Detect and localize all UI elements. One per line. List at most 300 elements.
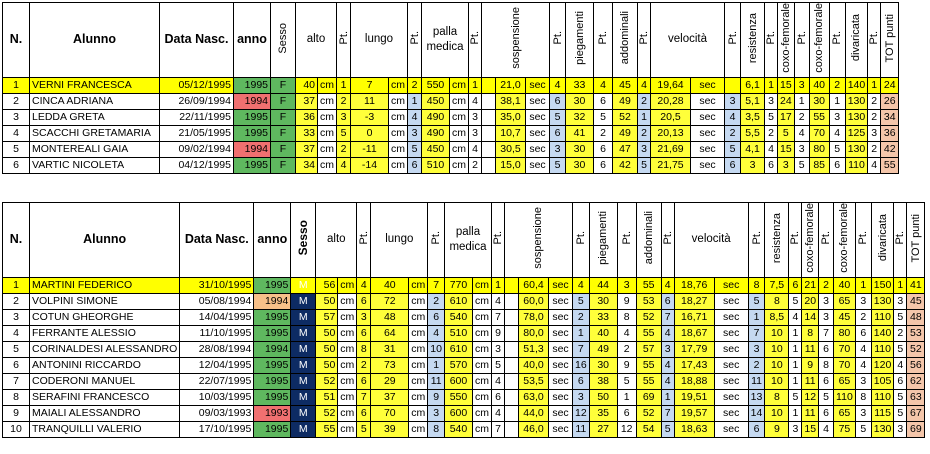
res-points: 3 xyxy=(789,421,802,437)
pieg-points: 4 xyxy=(594,77,613,93)
alto-points: 8 xyxy=(357,341,371,357)
div-value: 120 xyxy=(871,357,894,373)
div-points: 5 xyxy=(894,405,907,421)
lungo-value: 11 xyxy=(351,93,389,109)
pieg-points: 12 xyxy=(617,421,636,437)
total-points: 41 xyxy=(907,277,925,293)
lungo-value: -14 xyxy=(351,157,389,173)
vel-unit: sec xyxy=(691,125,725,141)
alto-value: 55 xyxy=(316,421,338,437)
birth-year: 1994 xyxy=(254,293,291,309)
sex: M xyxy=(291,357,316,373)
table-row xyxy=(3,125,899,141)
div-points: 2 xyxy=(894,325,907,341)
coxo1-value: 24 xyxy=(778,93,795,109)
res-points: 1 xyxy=(789,325,802,341)
palla-unit: cm xyxy=(472,309,491,325)
header-divaricata xyxy=(871,203,894,278)
lungo-unit: cm xyxy=(409,309,428,325)
coxo1-points: 5 xyxy=(819,389,834,405)
res-points: 2 xyxy=(765,125,778,141)
header-palla-pt-text: Pt. xyxy=(469,31,481,45)
vel-unit: sec xyxy=(714,341,748,357)
res-points: 5 xyxy=(789,293,802,309)
alto-value: 50 xyxy=(316,293,338,309)
palla-unit: cm xyxy=(450,77,469,93)
header-coxo2-text: coxo-femorale xyxy=(813,3,826,73)
row-number: 6 xyxy=(3,357,30,373)
pieg-value: 38 xyxy=(589,373,617,389)
coxo2-points: 4 xyxy=(829,125,845,141)
sosp-gap xyxy=(504,421,518,437)
row-number: 5 xyxy=(3,341,30,357)
add-value: 49 xyxy=(613,93,638,109)
pieg-points: 5 xyxy=(617,373,636,389)
vel-value: 21,75 xyxy=(651,157,691,173)
table-row xyxy=(3,277,925,293)
add-points: 5 xyxy=(661,421,674,437)
birth-year: 1995 xyxy=(254,421,291,437)
header-addominali xyxy=(636,203,661,278)
row-number: 10 xyxy=(3,421,30,437)
pieg-points: 3 xyxy=(617,277,636,293)
sosp-unit: sec xyxy=(526,157,550,173)
header-vel-pt-text: Pt. xyxy=(726,31,739,45)
div-value: 130 xyxy=(845,109,868,125)
header-coxo2-pt-text: Pt. xyxy=(831,31,844,45)
res-points: 5 xyxy=(789,389,802,405)
table-row xyxy=(3,357,925,373)
sosp-value: 15,0 xyxy=(496,157,526,173)
lungo-points: 2 xyxy=(408,77,422,93)
header-velocita: velocità xyxy=(674,203,748,278)
table-row xyxy=(3,405,925,421)
birth-year: 1995 xyxy=(254,325,291,341)
header-lungo: lungo xyxy=(351,3,408,78)
header-alunno: Alunno xyxy=(30,3,160,78)
add-points: 3 xyxy=(661,341,674,357)
palla-value: 610 xyxy=(444,341,472,357)
sex: F xyxy=(271,93,296,109)
palla-value: 600 xyxy=(444,405,472,421)
sosp-value: 60,0 xyxy=(518,293,548,309)
lungo-value: 48 xyxy=(371,309,409,325)
res-value: 8 xyxy=(765,389,789,405)
alto-value: 36 xyxy=(296,109,318,125)
header-palla-line1: palla xyxy=(455,225,481,238)
birth-year: 1995 xyxy=(254,277,291,293)
birth-date: 05/12/1995 xyxy=(160,77,234,93)
header-alunno: Alunno xyxy=(30,203,180,278)
sosp-points: 3 xyxy=(550,141,566,157)
sosp-value: 60,4 xyxy=(518,277,548,293)
coxo2-value: 40 xyxy=(834,277,856,293)
palla-value: 490 xyxy=(422,125,450,141)
birth-year: 1995 xyxy=(254,357,291,373)
alto-points: 3 xyxy=(357,309,371,325)
coxo1-value: 17 xyxy=(778,109,795,125)
total-points: 69 xyxy=(907,421,925,437)
add-value: 55 xyxy=(636,325,661,341)
table-row xyxy=(3,93,899,109)
palla-unit: cm xyxy=(472,373,491,389)
header-coxo2-text: coxo-femorale xyxy=(838,203,851,273)
lungo-value: 37 xyxy=(371,389,409,405)
alto-unit: cm xyxy=(318,141,337,157)
coxo1-points: 1 xyxy=(794,93,809,109)
sosp-gap xyxy=(504,373,518,389)
add-points: 2 xyxy=(638,125,651,141)
pieg-points: 4 xyxy=(617,325,636,341)
lungo-points: 2 xyxy=(428,293,445,309)
res-value: 4,1 xyxy=(741,141,765,157)
coxo2-points: 3 xyxy=(829,109,845,125)
add-points: 3 xyxy=(638,141,651,157)
coxo2-value: 70 xyxy=(809,125,829,141)
student-name: LEDDA GRETA xyxy=(30,109,160,125)
add-points: 4 xyxy=(661,325,674,341)
lungo-unit: cm xyxy=(409,277,428,293)
sosp-unit: sec xyxy=(526,93,550,109)
header-divaricata-text: divaricata xyxy=(850,14,863,62)
vel-points xyxy=(725,77,741,93)
alto-points: 6 xyxy=(357,373,371,389)
res-points: 1 xyxy=(789,405,802,421)
header-lungo-pt-text: Pt. xyxy=(430,231,443,245)
palla-unit: cm xyxy=(450,157,469,173)
add-points: 2 xyxy=(638,93,651,109)
coxo2-points: 1 xyxy=(829,93,845,109)
sosp-points: 5 xyxy=(572,293,589,309)
sosp-points: 11 xyxy=(572,421,589,437)
alto-unit: cm xyxy=(338,341,357,357)
student-name: VARTIC NICOLETA xyxy=(30,157,160,173)
coxo2-points: 8 xyxy=(855,389,871,405)
sosp-unit: sec xyxy=(548,389,572,405)
header-resistenza-text: resistenza xyxy=(746,12,759,63)
alto-value: 51 xyxy=(316,389,338,405)
lungo-unit: cm xyxy=(409,373,428,389)
header-coxo1-pt xyxy=(794,3,809,78)
coxo2-points: 6 xyxy=(855,325,871,341)
birth-date: 14/04/1995 xyxy=(180,309,254,325)
header-coxo2 xyxy=(834,203,856,278)
header-palla-medica xyxy=(422,3,469,78)
res-value: 8 xyxy=(765,293,789,309)
header-sosp-pt-text: Pt. xyxy=(574,231,587,245)
sosp-value: 38,1 xyxy=(496,93,526,109)
palla-unit: cm xyxy=(472,389,491,405)
header-palla-line1: palla xyxy=(432,25,458,38)
alto-unit: cm xyxy=(338,405,357,421)
alto-value: 34 xyxy=(296,157,318,173)
pieg-value: 50 xyxy=(589,389,617,405)
header-vel-pt xyxy=(725,3,741,78)
res-value: 5,1 xyxy=(741,93,765,109)
row-number: 4 xyxy=(3,325,30,341)
total-points: 48 xyxy=(907,309,925,325)
div-points: 5 xyxy=(894,389,907,405)
add-value: 55 xyxy=(636,277,661,293)
div-points: 6 xyxy=(894,373,907,389)
add-points: 6 xyxy=(661,293,674,309)
sex: F xyxy=(271,77,296,93)
coxo2-points: 1 xyxy=(855,277,871,293)
row-number: 4 xyxy=(3,125,30,141)
birth-year: 1995 xyxy=(234,109,271,125)
header-res-pt xyxy=(765,3,778,78)
row-number: 9 xyxy=(3,405,30,421)
palla-points: 7 xyxy=(491,421,504,437)
vel-value: 19,64 xyxy=(651,77,691,93)
lungo-value: 0 xyxy=(351,125,389,141)
sosp-unit: sec xyxy=(548,405,572,421)
palla-unit: cm xyxy=(450,109,469,125)
sosp-unit: sec xyxy=(548,421,572,437)
alto-unit: cm xyxy=(318,93,337,109)
header-add-pt-text: Pt. xyxy=(638,31,650,45)
vel-unit: sec xyxy=(691,141,725,157)
header-sospensione-text: sospensione xyxy=(532,206,545,269)
header-coxo2-pt-text: Pt. xyxy=(857,231,870,245)
sosp-unit: sec xyxy=(548,293,572,309)
alto-value: 33 xyxy=(296,125,318,141)
vel-points: 7 xyxy=(748,325,765,341)
lungo-value: -3 xyxy=(351,109,389,125)
res-points: 4 xyxy=(765,141,778,157)
lungo-points: 11 xyxy=(428,373,445,389)
header-resistenza xyxy=(741,3,765,78)
birth-year: 1994 xyxy=(234,93,271,109)
add-value: 69 xyxy=(636,389,661,405)
res-value: 6,1 xyxy=(741,77,765,93)
header-coxo2-pt xyxy=(829,3,845,78)
coxo1-value: 15 xyxy=(778,141,795,157)
res-points: 3 xyxy=(765,93,778,109)
add-points: 1 xyxy=(661,389,674,405)
add-value: 49 xyxy=(613,125,638,141)
student-name: TRANQUILLI VALERIO xyxy=(30,421,180,437)
vel-unit: sec xyxy=(714,325,748,341)
birth-date: 04/12/1995 xyxy=(160,157,234,173)
add-value: 55 xyxy=(636,357,661,373)
birth-date: 09/03/1993 xyxy=(180,405,254,421)
row-number: 3 xyxy=(3,109,30,125)
lungo-unit: cm xyxy=(409,341,428,357)
vel-unit: sec xyxy=(691,93,725,109)
alto-value: 40 xyxy=(296,77,318,93)
res-points: 1 xyxy=(789,373,802,389)
div-value: 110 xyxy=(871,389,894,405)
student-name: CORINALDESI ALESSANDRO xyxy=(30,341,180,357)
header-div-pt-text: Pt. xyxy=(868,31,881,45)
alto-value: 50 xyxy=(316,357,338,373)
sosp-value: 51,3 xyxy=(518,341,548,357)
total-points: 42 xyxy=(881,141,899,157)
pieg-points: 6 xyxy=(594,93,613,109)
add-points: 7 xyxy=(661,309,674,325)
div-value: 150 xyxy=(871,277,894,293)
table-row xyxy=(3,157,899,173)
add-value: 42 xyxy=(613,157,638,173)
add-value: 54 xyxy=(636,421,661,437)
palla-value: 510 xyxy=(422,157,450,173)
sosp-gap xyxy=(482,93,496,109)
alto-value: 57 xyxy=(316,309,338,325)
lungo-points: 6 xyxy=(408,157,422,173)
vel-unit: sec xyxy=(691,77,725,93)
header-divaricata-text: divaricata xyxy=(876,214,889,262)
vel-value: 18,88 xyxy=(674,373,714,389)
header-pieg-pt xyxy=(617,203,636,278)
total-points: 36 xyxy=(881,125,899,141)
coxo2-value: 110 xyxy=(834,389,856,405)
coxo2-points: 2 xyxy=(829,77,845,93)
coxo2-value: 40 xyxy=(809,77,829,93)
total-points: 63 xyxy=(907,389,925,405)
girls-table xyxy=(2,2,899,174)
vel-points: 2 xyxy=(725,125,741,141)
pieg-points: 2 xyxy=(617,341,636,357)
res-value: 10 xyxy=(765,405,789,421)
div-points: 3 xyxy=(894,293,907,309)
add-points: 1 xyxy=(638,109,651,125)
vel-points: 13 xyxy=(748,389,765,405)
palla-unit: cm xyxy=(450,93,469,109)
header-add-pt-text: Pt. xyxy=(661,231,674,245)
sosp-points: 16 xyxy=(572,357,589,373)
alto-points: 6 xyxy=(357,325,371,341)
header-lungo-pt xyxy=(428,203,445,278)
header-piegamenti xyxy=(566,3,594,78)
lungo-unit: cm xyxy=(409,405,428,421)
coxo1-points: 6 xyxy=(819,341,834,357)
pieg-value: 41 xyxy=(566,125,594,141)
header-lungo-pt-text: Pt. xyxy=(408,31,421,45)
coxo1-value: 11 xyxy=(802,405,819,421)
student-name: ANTONINI RICCARDO xyxy=(30,357,180,373)
coxo1-points: 3 xyxy=(819,309,834,325)
add-value: 53 xyxy=(636,293,661,309)
table-row xyxy=(3,309,925,325)
student-name: SERAFINI FRANCESCO xyxy=(30,389,180,405)
birth-date: 21/05/1995 xyxy=(160,125,234,141)
pieg-value: 44 xyxy=(589,277,617,293)
header-lungo: lungo xyxy=(371,203,428,278)
vel-unit: sec xyxy=(714,309,748,325)
lungo-value: 31 xyxy=(371,341,409,357)
header-coxo2 xyxy=(809,3,829,78)
lungo-unit: cm xyxy=(409,389,428,405)
header-coxo1 xyxy=(802,203,819,278)
div-points: 1 xyxy=(894,277,907,293)
pieg-value: 30 xyxy=(566,93,594,109)
alto-points: 6 xyxy=(357,293,371,309)
div-points: 2 xyxy=(868,93,881,109)
alto-unit: cm xyxy=(338,373,357,389)
sosp-gap xyxy=(482,109,496,125)
div-points: 3 xyxy=(868,125,881,141)
sosp-points: 7 xyxy=(572,341,589,357)
res-points: 6 xyxy=(765,157,778,173)
sex: M xyxy=(291,325,316,341)
header-sesso xyxy=(271,3,296,78)
res-value: 7,5 xyxy=(765,277,789,293)
palla-value: 510 xyxy=(444,325,472,341)
vel-value: 18,63 xyxy=(674,421,714,437)
palla-value: 490 xyxy=(422,109,450,125)
add-value: 47 xyxy=(613,141,638,157)
coxo2-value: 75 xyxy=(834,421,856,437)
palla-value: 450 xyxy=(422,93,450,109)
student-name: CODERONI MANUEL xyxy=(30,373,180,389)
vel-unit: sec xyxy=(714,293,748,309)
header-coxo1-text: coxo-femorale xyxy=(779,3,792,73)
coxo2-value: 85 xyxy=(809,157,829,173)
lungo-unit: cm xyxy=(409,421,428,437)
header-div-pt xyxy=(868,3,881,78)
add-points: 4 xyxy=(661,277,674,293)
add-points: 4 xyxy=(638,77,651,93)
res-value: 3 xyxy=(741,157,765,173)
vel-value: 19,51 xyxy=(674,389,714,405)
sosp-unit: sec xyxy=(548,357,572,373)
coxo2-points: 6 xyxy=(829,157,845,173)
vel-unit: sec xyxy=(714,405,748,421)
header-piegamenti xyxy=(589,203,617,278)
header-palla-pt xyxy=(491,203,504,278)
lungo-points: 7 xyxy=(428,277,445,293)
sosp-value: 10,7 xyxy=(496,125,526,141)
palla-points: 3 xyxy=(491,341,504,357)
div-points: 2 xyxy=(868,109,881,125)
vel-value: 19,57 xyxy=(674,405,714,421)
birth-year: 1993 xyxy=(254,405,291,421)
sosp-unit: sec xyxy=(526,77,550,93)
header-coxo1-pt-text: Pt. xyxy=(820,231,833,245)
sosp-gap xyxy=(504,405,518,421)
sex: F xyxy=(271,109,296,125)
res-value: 10 xyxy=(765,341,789,357)
lungo-value: 70 xyxy=(371,405,409,421)
alto-value: 52 xyxy=(316,373,338,389)
lungo-points: 5 xyxy=(408,141,422,157)
lungo-points: 6 xyxy=(428,309,445,325)
vel-value: 17,43 xyxy=(674,357,714,373)
boys-table xyxy=(2,202,925,438)
alto-points: 7 xyxy=(357,389,371,405)
lungo-value: 73 xyxy=(371,357,409,373)
sosp-value: 44,0 xyxy=(518,405,548,421)
sex: F xyxy=(271,157,296,173)
header-vel-pt xyxy=(748,203,765,278)
table-row xyxy=(3,373,925,389)
alto-unit: cm xyxy=(318,109,337,125)
sosp-points: 4 xyxy=(550,77,566,93)
header-palla-medica xyxy=(444,203,491,278)
header-alto-pt-text: Pt. xyxy=(337,31,350,45)
sosp-gap xyxy=(482,77,496,93)
lungo-points: 9 xyxy=(428,389,445,405)
total-points: 62 xyxy=(907,373,925,389)
vel-unit: sec xyxy=(714,421,748,437)
sosp-value: 40,0 xyxy=(518,357,548,373)
total-points: 67 xyxy=(907,405,925,421)
palla-value: 600 xyxy=(444,373,472,389)
header-palla-line2: medica xyxy=(426,40,464,53)
table-row xyxy=(3,325,925,341)
birth-year: 1995 xyxy=(234,77,271,93)
